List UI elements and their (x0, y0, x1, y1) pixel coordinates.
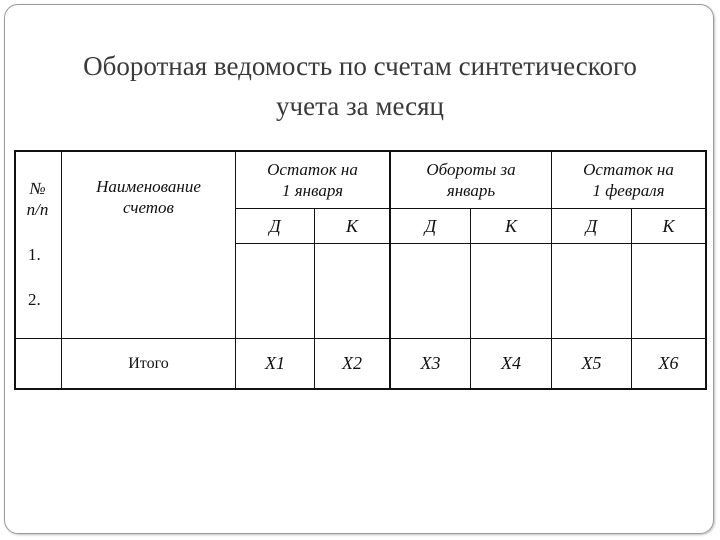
header-name-line2: счетов (123, 198, 174, 217)
subheader-turnover-debit: Д (424, 215, 437, 236)
total-closing-debit: Х5 (581, 353, 602, 373)
header-closing-balance (552, 156, 705, 204)
total-label: Итого (128, 354, 169, 372)
title-line-2: учета за месяц (276, 91, 444, 121)
header-num-line1: № (29, 179, 46, 198)
header-name-line1: Наименование (96, 177, 201, 196)
header-num (14, 178, 61, 220)
subheader-closing-credit: К (662, 215, 675, 236)
total-turnover-credit: Х4 (501, 353, 521, 373)
header-bottom-divider (235, 243, 707, 244)
table-border-top (14, 150, 707, 152)
total-turnover-debit: Х3 (420, 353, 441, 373)
header-opening-line1: Остаток на (267, 160, 358, 179)
total-closing-credit: Х6 (658, 353, 679, 373)
row-number: 1. (28, 245, 41, 264)
header-turnover-line1: Обороты за (426, 160, 516, 179)
header-num-line2: п/п (26, 200, 49, 219)
title-line-1: Оборотная ведомость по счетам синтетического (83, 51, 637, 81)
slide-title (0, 46, 720, 126)
table-border-right (705, 150, 707, 390)
row-number: 2. (28, 290, 41, 309)
header-closing-line2: 1 февраля (592, 181, 665, 200)
subheader-opening-credit: К (346, 215, 358, 236)
total-opening-credit: Х2 (342, 353, 362, 373)
header-turnover (391, 156, 551, 204)
header-opening-line2: 1 января (281, 181, 344, 200)
turnover-table (14, 150, 707, 390)
header-account-name (62, 174, 235, 220)
subheader-turnover-credit: К (505, 215, 517, 236)
header-closing-line1: Остаток на (583, 160, 674, 179)
subheader-closing-debit: Д (585, 215, 598, 236)
header-turnover-line2: январь (446, 181, 496, 200)
table-border-bottom (14, 388, 707, 390)
header-opening-balance (236, 156, 389, 204)
total-opening-debit: Х1 (265, 353, 285, 373)
subheader-opening-debit: Д (269, 215, 281, 236)
